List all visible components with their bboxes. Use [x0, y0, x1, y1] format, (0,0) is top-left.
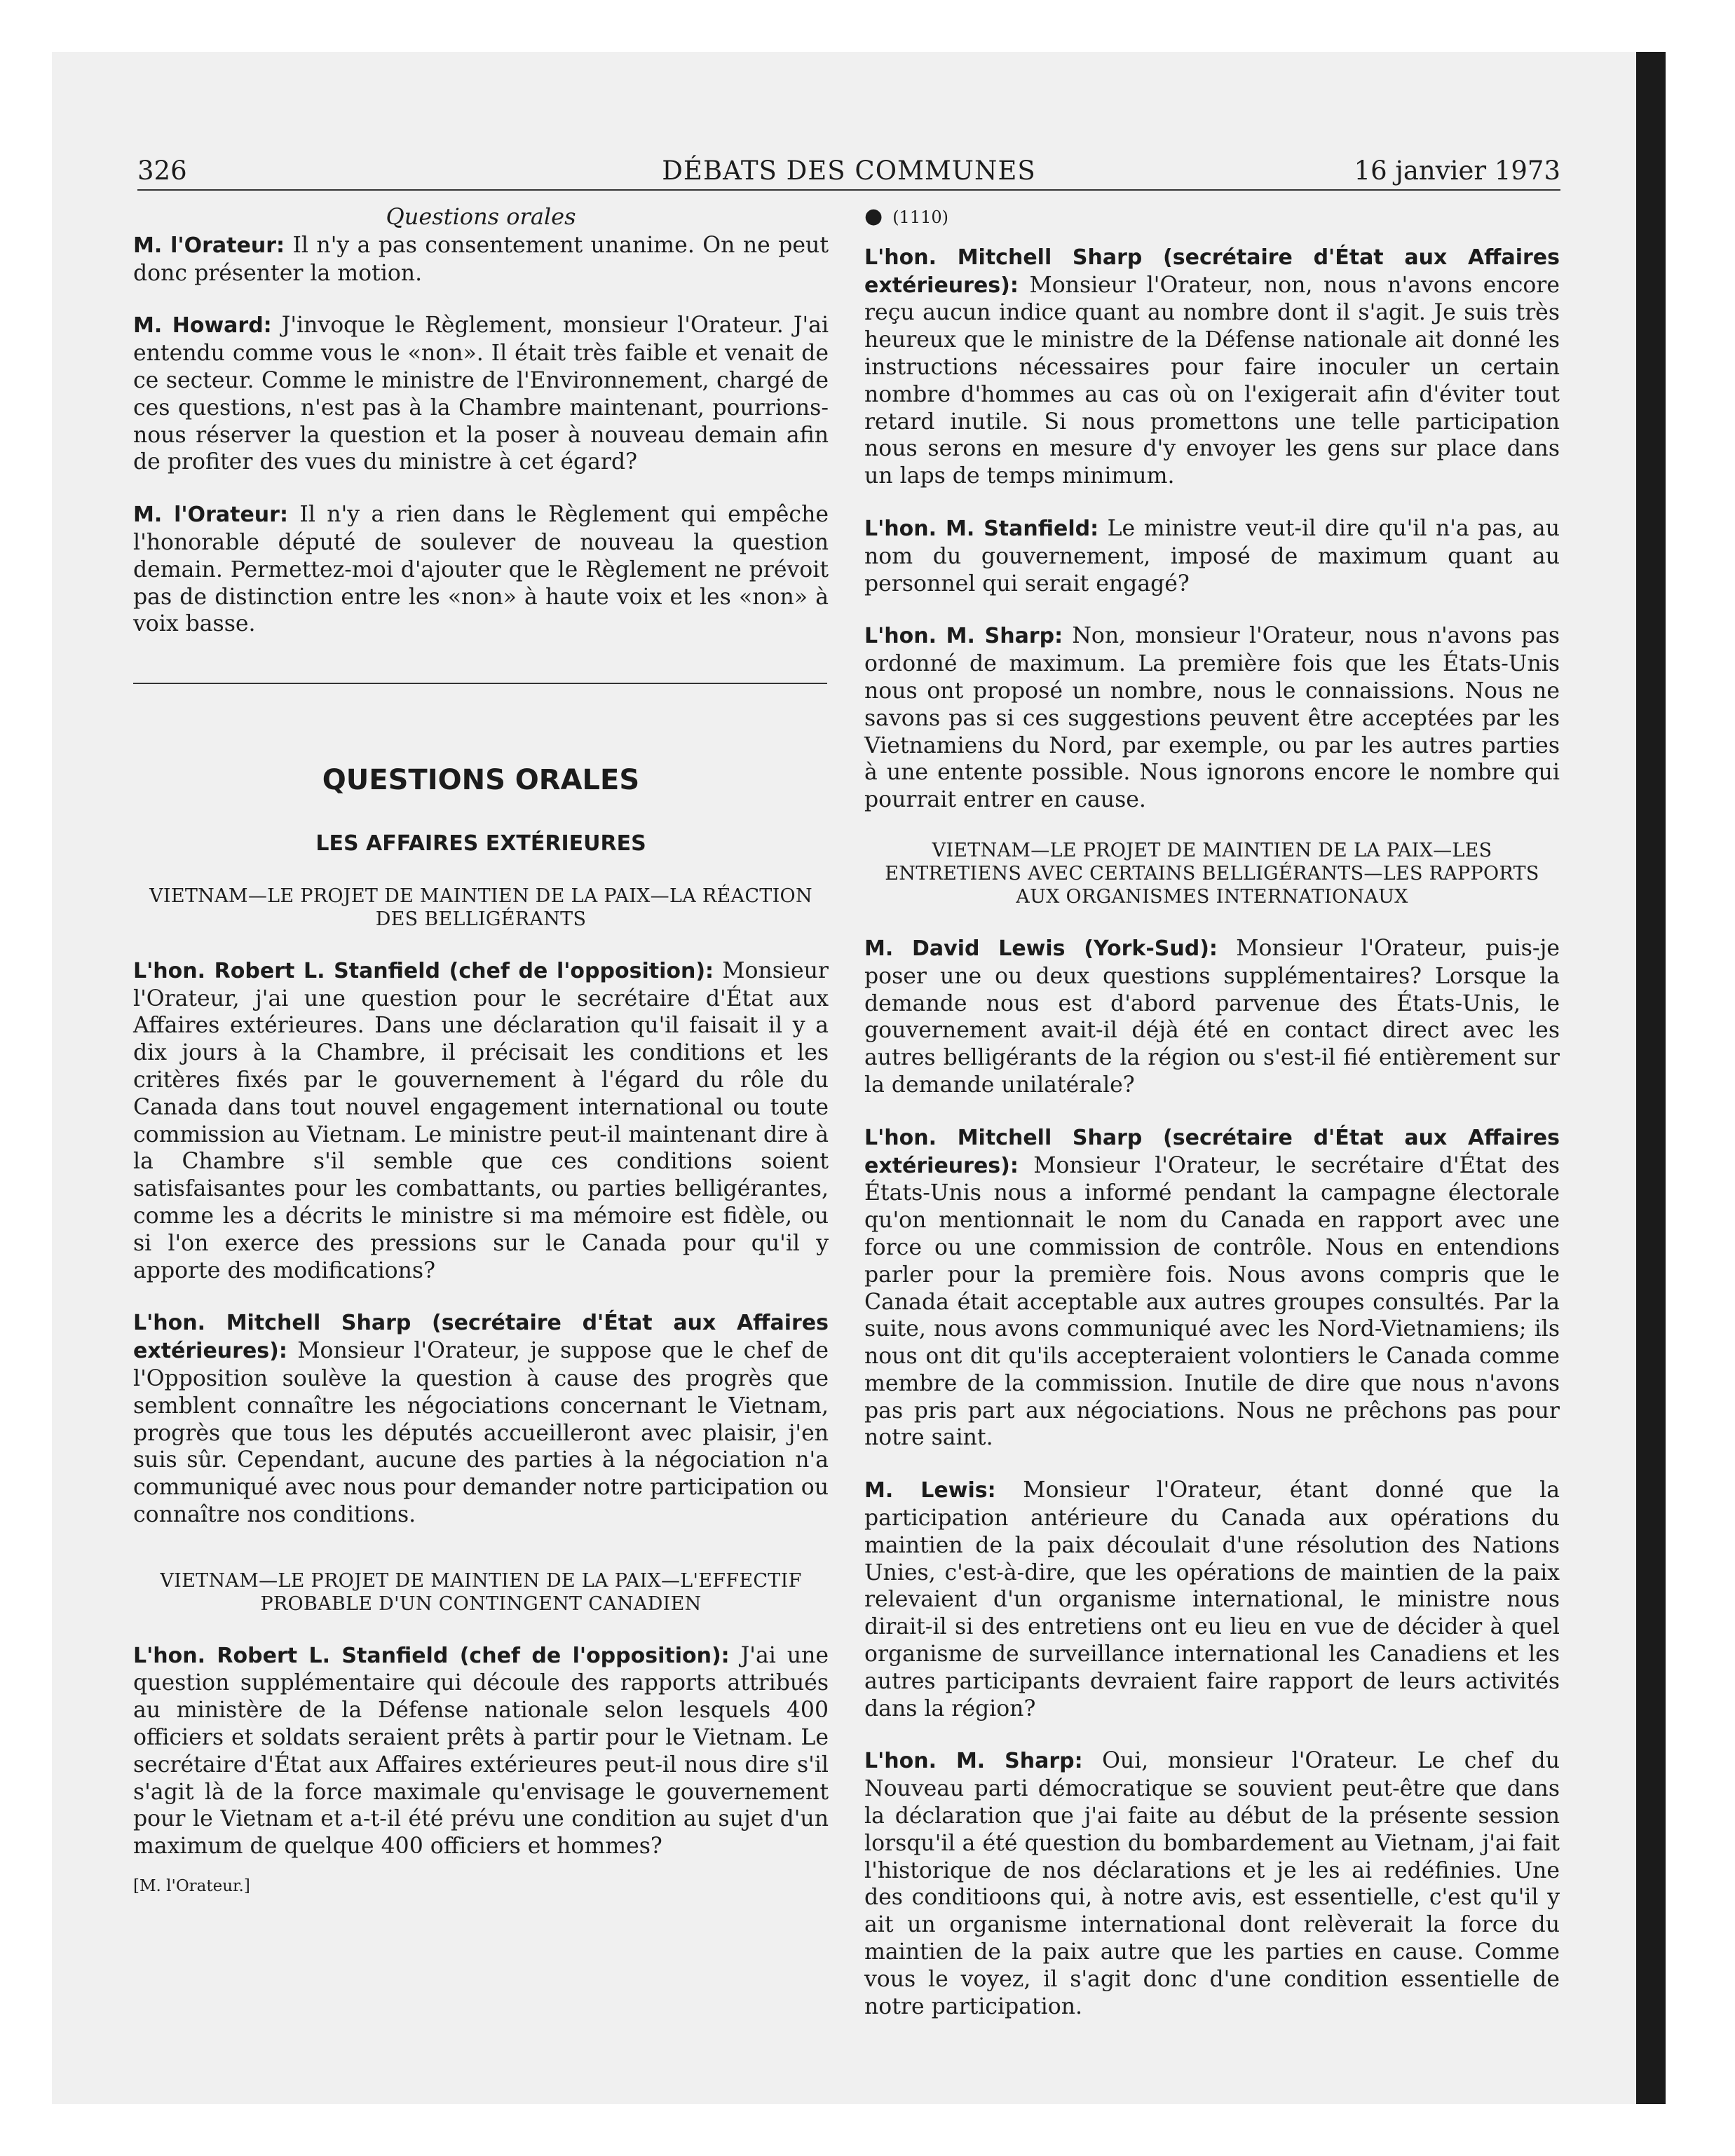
time-marker [864, 203, 1560, 231]
publication-title: DÉBATS DES COMMUNES [662, 156, 1036, 186]
speaker-name: L'hon. M. Stanfield: [864, 516, 1099, 541]
speech-text: Monsieur l'Orateur, non, nous n'avons encore reçu aucun indice quant au nombre dont il s'agit. Je suis très heureux que le ministre de la Défense nationale ait donné les instructions nécessaires pour faire inoculer un certain nombre d'hommes au cas où on l'exigerait afin d'éviter tout retard inutile. Si nous promettons une telle participation nous serons en mesure d'y envoyer les gens sur place dans un laps de temps minimum. [864, 272, 1560, 489]
speaker-name: L'hon. Mitchell Sharp (secrétaire d'État aux Affaires extérieures): [133, 1311, 829, 1364]
speech-paragraph [864, 935, 1560, 1099]
speaker-name: M. l'Orateur: [133, 503, 288, 528]
speech-text: Monsieur l'Orateur, puis-je poser une ou deux questions supplémentaires? Lorsque la demande nous est d'abord parvenue des États-Unis, le gouvernement avait-il déjà été en contact direct avec les autres belligérants de la région ou s'est-il fié entièrement sur la demande unilatérale? [864, 935, 1560, 1098]
speech-paragraph [133, 312, 829, 476]
speech-paragraph [133, 1309, 829, 1528]
speech-paragraph [133, 232, 829, 287]
speech-text: J'invoque le Règlement, monsieur l'Orateur. J'ai entendu comme vous le «non». Il était très faible et venait de ce secteur. Comme le ministre de l'Environnement, chargé de ces questions, n'est pas à la Chambre maintenant, pourrions-nous réserver la question et la poser à nouveau demain afin de profiter des vues du ministre à cet égard? [133, 313, 829, 475]
speech-text: Le ministre veut-il dire qu'il n'a pas, au nom du gouvernement, imposé de maximum quant au personnel qui serait engagé? [864, 515, 1560, 596]
speech-paragraph [864, 244, 1560, 490]
speaker-name: M. David Lewis (York-Sud): [864, 936, 1218, 961]
speaker-name: L'hon. Robert L. Stanfield (chef de l'opposition): [133, 958, 714, 983]
speaker-name: M. Lewis: [864, 1478, 996, 1503]
speaker-name: L'hon. Mitchell Sharp (secrétaire d'État aux Affaires extérieures): [864, 245, 1560, 298]
speech-paragraph [864, 622, 1560, 814]
speech-text: Il n'y a rien dans le Règlement qui empêche l'honorable député de soulever de nouveau la question demain. Permettez-moi d'ajouter que le Règlement ne prévoit pas de distinction entre les «non» à haute voix et les «non» à voix basse. [133, 502, 829, 637]
speech-paragraph [864, 1747, 1560, 2020]
speech-text: Monsieur l'Orateur, j'ai une question pour le secrétaire d'État aux Affaires extérieures. Dans une déclaration qu'il faisait il y a dix jours à la Chambre, il précisait les conditions et les critères fixés par le gouvernement à l'égard du rôle du Canada dans tout nouvel engagement international ou toute commission au Vietnam. Le ministre peut-il maintenant dire à la Chambre s'il semble que ces conditions soient satisfaisantes pour les combattants, ou parties belligérantes, comme les a décrits le ministre si ma mémoire est fidèle, ou si l'on exerce des pressions sur le Canada pour qu'il y apporte des modifications? [133, 957, 829, 1283]
topic-heading: VIETNAM—LE PROJET DE MAINTIEN DE LA PAIX—LES ENTRETIENS AVEC CERTAINS BELLIGÉRANTS—LES RAPPORTS AUX ORGANISMES INTERNATIONAUX [885, 839, 1539, 908]
page-number: 326 [137, 156, 187, 186]
speaker-name: M. l'Orateur: [133, 233, 285, 258]
speech-text: Oui, monsieur l'Orateur. Le chef du Nouveau parti démocratique se souvient peut-être que dans la déclaration que j'ai faite au début de la présente session lorsqu'il a été question du bombardement au Vietnam, j'ai fait l'historique de nos déclarations et je les ai redéfinies. Une des conditioons qui, à notre avis, est essentielle, c'est qu'il y ait un organisme international dont relèverait la force du maintien de la paix autre que les parties en cause. Comme vous le voyez, il s'agit donc d'une condition essentielle de notre participation. [864, 1748, 1560, 2019]
speaker-name: L'hon. M. Sharp: [864, 1749, 1083, 1774]
speaker-name: L'hon. Robert L. Stanfield (chef de l'opposition): [133, 1643, 730, 1668]
running-head: Questions orales [386, 203, 576, 230]
footnote: [M. l'Orateur.] [133, 1877, 250, 1896]
speech-text: Il n'y a pas consentement unanime. On ne peut donc présenter la motion. [133, 232, 829, 286]
topic-heading: VIETNAM—LE PROJET DE MAINTIEN DE LA PAIX—L'EFFECTIF PROBABLE D'UN CONTINGENT CANADIEN [160, 1569, 802, 1615]
speech-paragraph [133, 957, 829, 1285]
section-divider [133, 683, 827, 684]
speech-paragraph [133, 1642, 829, 1860]
speech-text: Non, monsieur l'Orateur, nous n'avons pas ordonné de maximum. La première fois que les États-Unis nous ont proposé un nombre, nous le connaissions. Nous ne savons pas si ces suggestions peuvent être acceptées par les Vietnamiens du Nord, par exemple, ou par les autres parties à une entente possible. Nous ignorons encore le nombre qui pourrait entrer en cause. [864, 623, 1560, 813]
speech-text: J'ai une question supplémentaire qui découle des rapports attribués au ministère de la Défense nationale selon lesquels 400 officiers et soldats seraient prêts à partir pour le Vietnam. Le secrétaire d'État aux Affaires extérieures peut-il nous dire s'il s'agit là de la force maximale qu'envisage le gouvernement pour le Vietnam et a-t-il été prévu une condition au sujet d'un maximum de quelque 400 officiers et hommes? [133, 1642, 829, 1860]
speech-text: Monsieur l'Orateur, étant donné que la participation antérieure du Canada aux opérations du maintien de la paix découlait d'une résolution des Nations Unies, c'est-à-dire, que les opérations de maintien de la paix relevaient d'un organisme international, le ministre nous dirait-il si des entretiens ont eu lieu en vue de décider à quel organisme de surveillance international les Canadiens et les autres participants devraient faire rapport de leurs activités dans la région? [864, 1478, 1560, 1721]
speech-paragraph [864, 515, 1560, 597]
section-title: QUESTIONS ORALES [322, 764, 640, 797]
topic-heading: VIETNAM—LE PROJET DE MAINTIEN DE LA PAIX—LA RÉACTION DES BELLIGÉRANTS [149, 885, 812, 930]
speech-text: Monsieur l'Orateur, le secrétaire d'État des États-Unis nous a informé pendant la campagne électorale qu'on mentionnait le nom du Canada en rapport avec une force ou une commission de contrôle. Nous en entendions parler pour la première fois. Nous avons compris que le Canada était acceptable aux autres groupes consultés. Par la suite, nous avons communiqué avec les Nord-Vietnamiens; ils nous ont dit qu'ils accepteraient volontiers le Canada comme membre de la commission. Inutile de dire que nous n'avons pas pris part aux négociations. Nous ne prêchons pas pour notre saint. [864, 1152, 1560, 1451]
speech-paragraph [133, 501, 829, 638]
speaker-name: M. Howard: [133, 313, 272, 339]
speaker-name: L'hon. M. Sharp: [864, 624, 1063, 649]
speaker-name: L'hon. Mitchell Sharp (secrétaire d'État aux Affaires extérieures): [864, 1125, 1560, 1178]
scan-edge-bar [1636, 52, 1666, 2104]
subsection-title: LES AFFAIRES EXTÉRIEURES [315, 831, 646, 856]
publication-date: 16 janvier 1973 [1354, 156, 1560, 186]
time-marker-text: (1110) [892, 207, 948, 227]
speech-text: Monsieur l'Orateur, je suppose que le chef de l'Opposition soulève la question à cause des progrès que semblent connaître les négociations concernant le Vietnam, progrès que tous les députés accueilleront avec plaisir, j'en suis sûr. Cependant, aucune des parties à la négociation n'a communiqué avec nous pour demander notre participation ou connaître nos conditions. [133, 1338, 829, 1527]
speech-paragraph [864, 1124, 1560, 1452]
page-header [137, 153, 1560, 191]
right-column [864, 203, 1560, 2020]
speech-paragraph [864, 1477, 1560, 1722]
left-column [133, 203, 829, 1900]
bullet-icon: ● [864, 204, 883, 228]
